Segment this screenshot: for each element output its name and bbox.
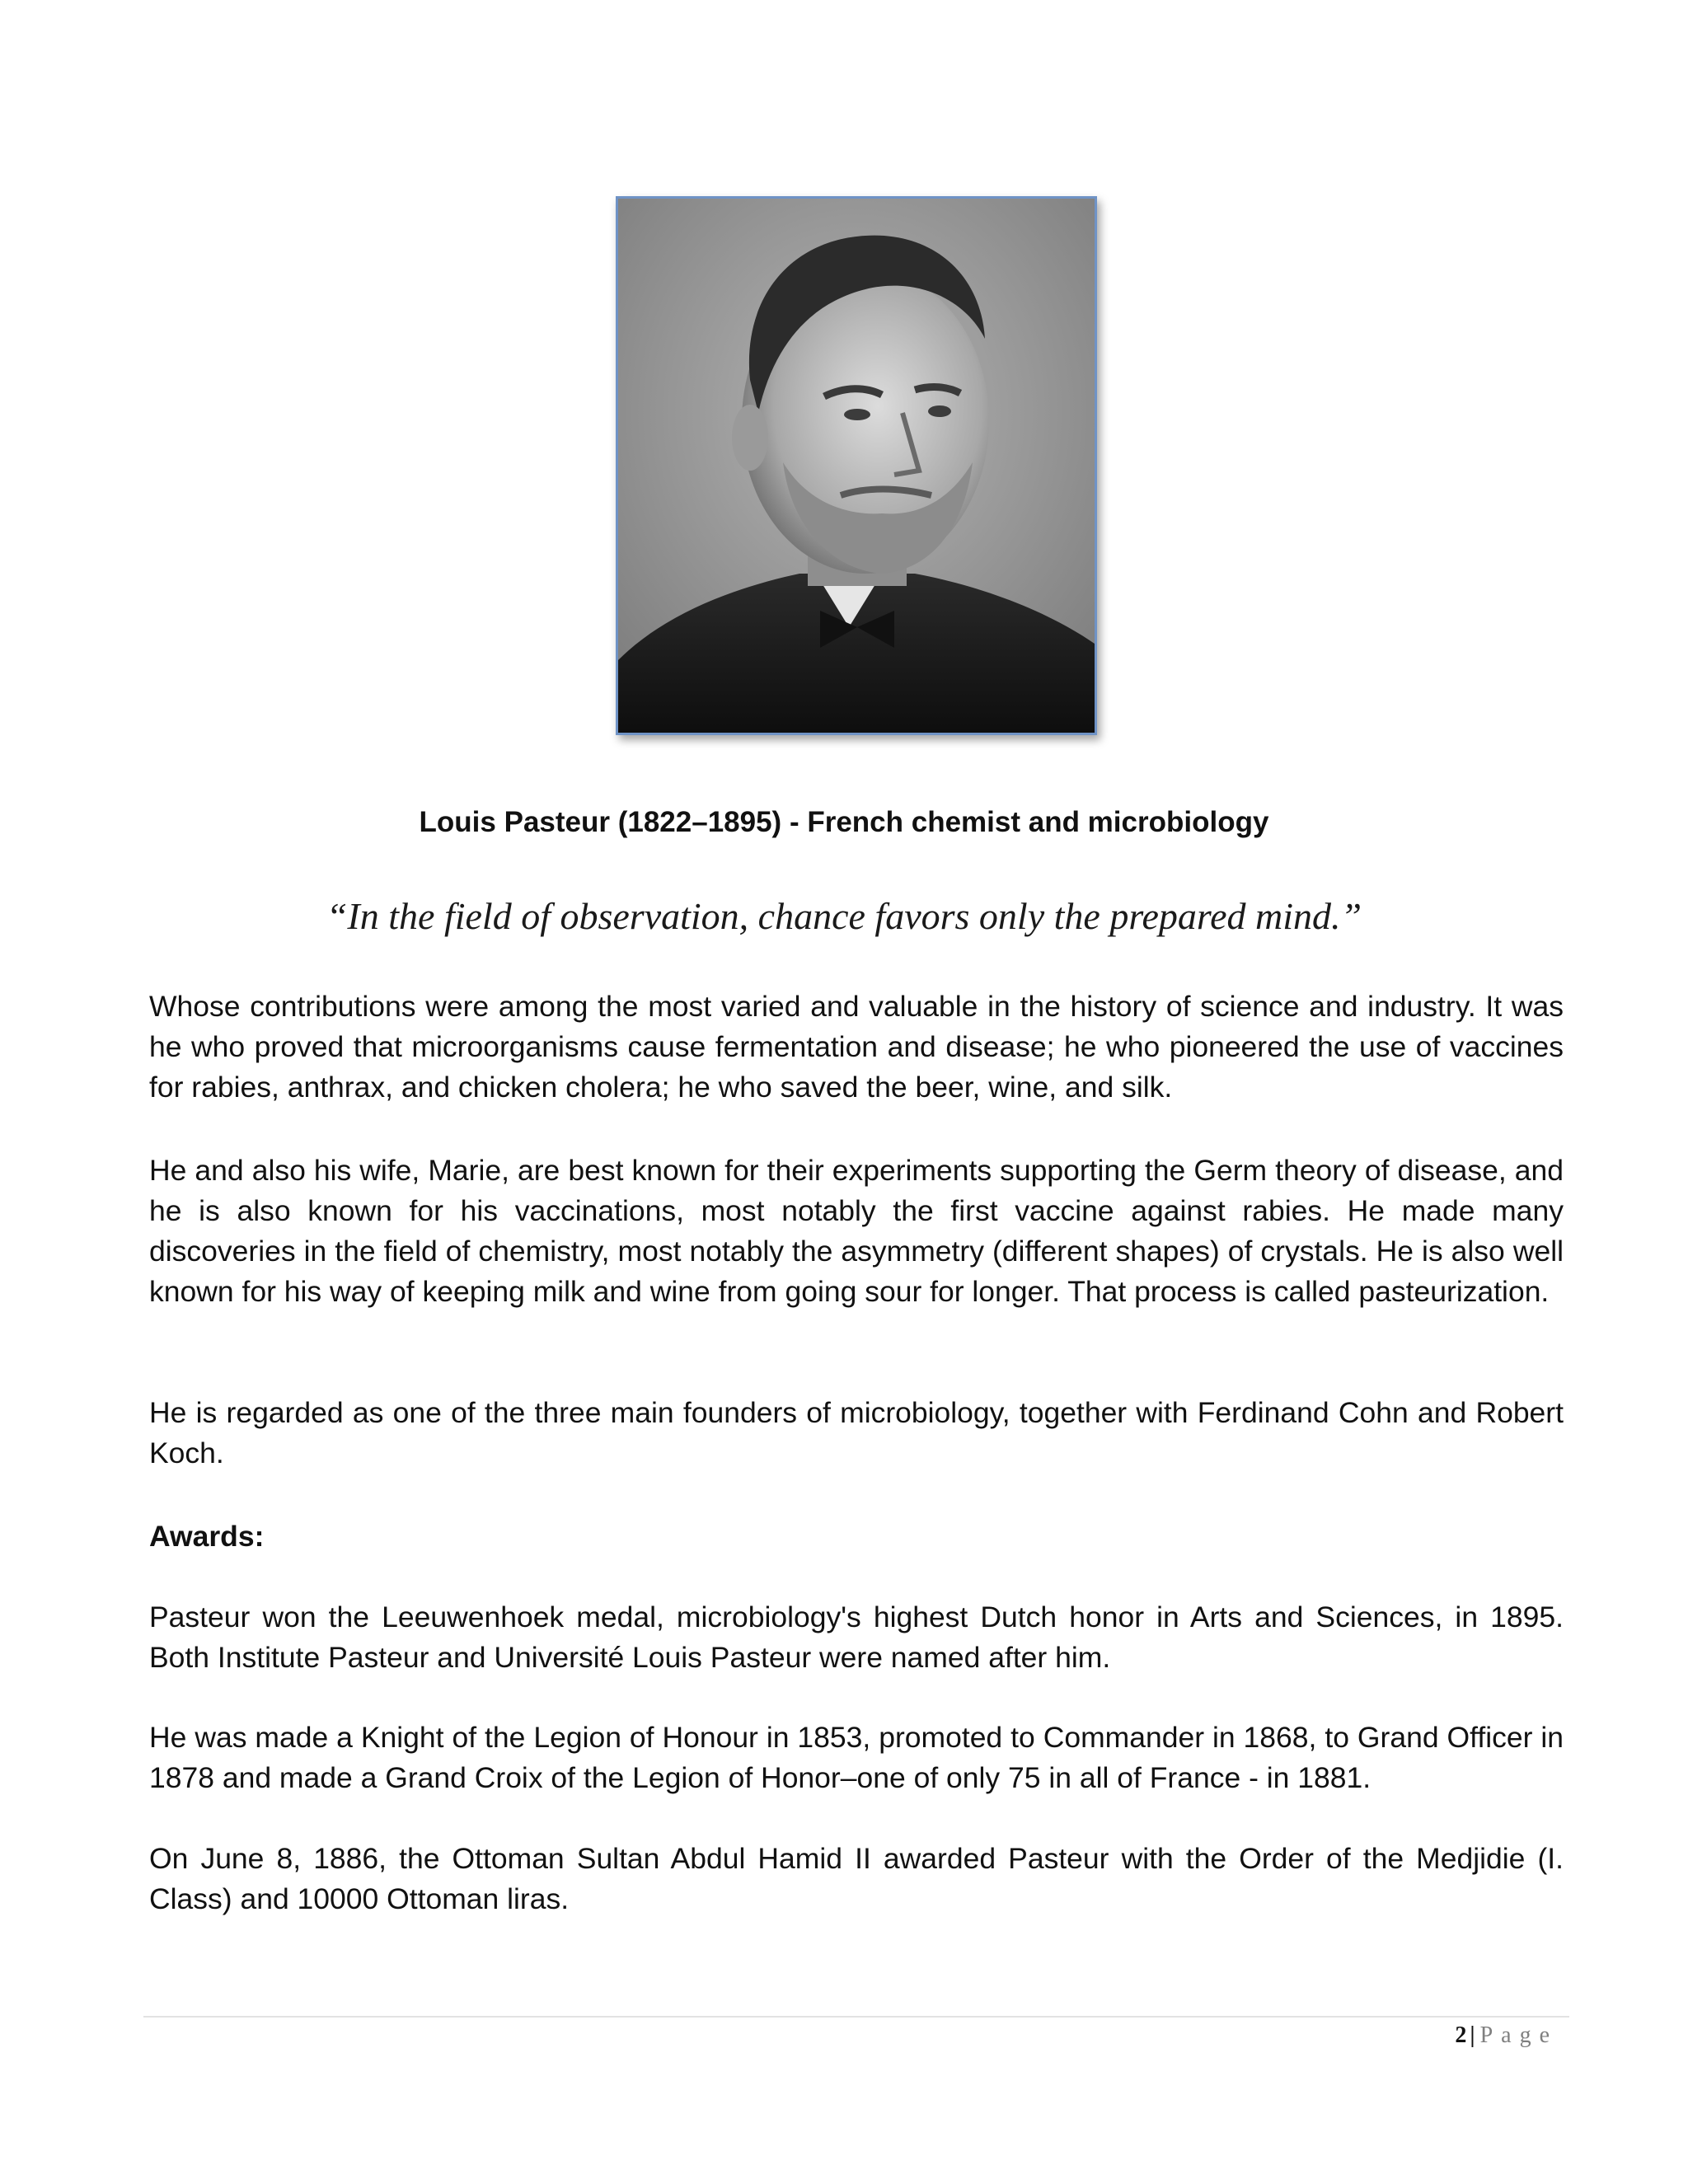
footer-divider	[143, 2016, 1569, 2018]
page-label: Page	[1479, 2022, 1558, 2048]
paragraph-medjidie: On June 8, 1886, the Ottoman Sultan Abdul Hamid II awarded Pasteur with the Order of the Medjidie (I. Class) and 10000 Ottoman liras.	[149, 1842, 1564, 1915]
quote: “In the field of observation, chance favors only the prepared mind.”	[326, 895, 1362, 937]
paragraph-founders: He is regarded as one of the three main founders of microbiology, together with Ferdinand Cohn and Robert Koch.	[149, 1396, 1564, 1469]
photo-caption: Louis Pasteur (1822–1895) - French chemist and microbiology	[419, 806, 1269, 838]
paragraph-contributions: Whose contributions were among the most varied and valuable in the history of science and industry. It was he who proved that microorganisms cause fermentation and disease; he who pioneered the use of vaccines for rabies, anthrax, and chicken cholera; he who saved the beer, wine, and silk.	[149, 990, 1564, 1104]
portrait-photo	[616, 196, 1097, 735]
page-footer	[1455, 2021, 1558, 2050]
paragraph-germ-theory: He and also his wife, Marie, are best known for their experiments supporting the Germ theory of disease, and he is also known for his vaccinations, most notably the first vaccine against rabies. He made many discoveries in the field of chemistry, most notably the asymmetry (different shapes) of crystals. He is also well known for his way of keeping milk and wine from going sour for longer. That process is called pasteurization.	[149, 1154, 1564, 1308]
paragraph-leeuwenhoek-medal: Pasteur won the Leeuwenhoek medal, microbiology's highest Dutch honor in Arts and Sciences, in 1895. Both Institute Pasteur and Université Louis Pasteur were named after him.	[149, 1601, 1564, 1674]
footer-separator: |	[1470, 2022, 1477, 2048]
awards-heading: Awards:	[149, 1520, 265, 1553]
paragraph-legion-of-honour: He was made a Knight of the Legion of Honour in 1853, promoted to Commander in 1868, to Grand Officer in 1878 and made a Grand Croix of the Legion of Honor–one of only 75 in all of France - in 1881.	[149, 1721, 1564, 1794]
page-number: 2	[1455, 2022, 1467, 2048]
